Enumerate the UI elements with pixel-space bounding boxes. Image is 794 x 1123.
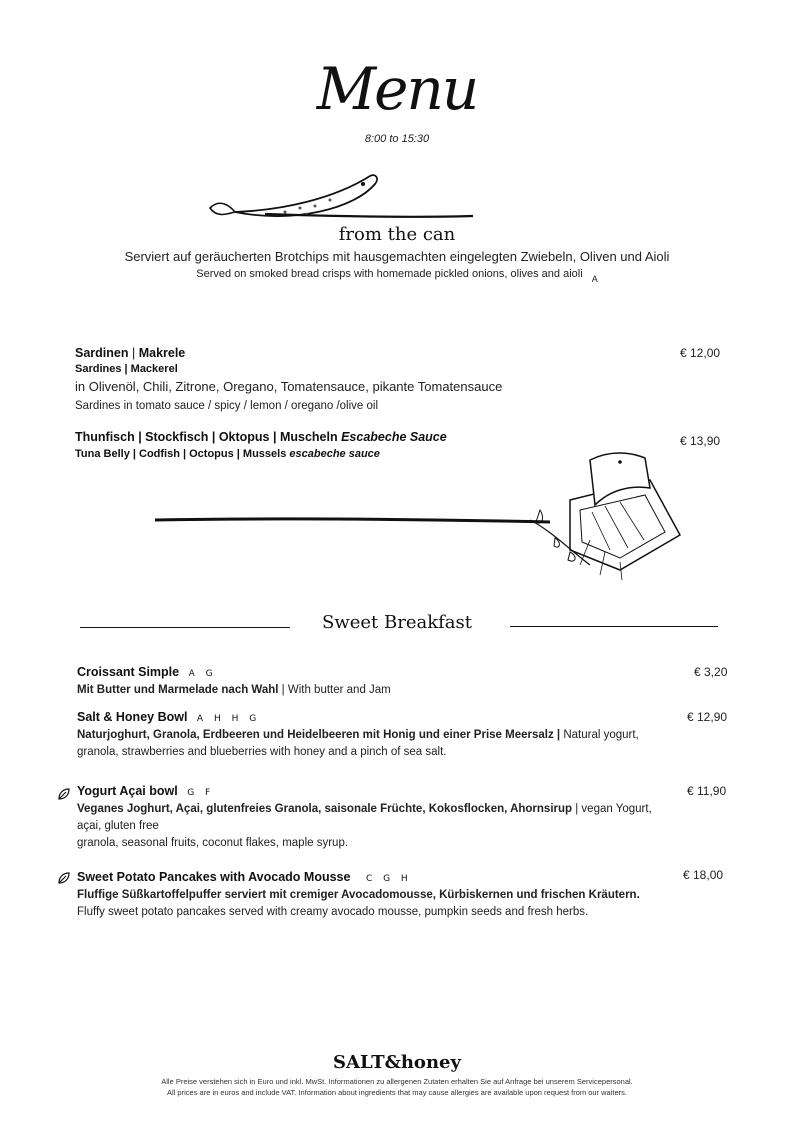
item-desc-line2: Fluffy sweet potato pancakes served with creamy avocado mousse, pumpkin seeds and fresh herbs. [77,906,589,918]
item-name-sep: | [128,346,139,360]
item-desc-bold: Mit Butter und Marmelade nach Wahl [77,684,279,696]
item-name: Salt & Honey Bowl [77,710,188,724]
menu-item-croissant-name [77,665,217,679]
item-desc-rest: | With butter and Jam [278,684,391,696]
footer-note-de: Alle Preise verstehen sich in Euro und inkl. MwSt. Informationen zu allergenen Zutaten erhalten Sie auf Anfrage bei unserem Servicepersonal. [161,1077,633,1086]
vegan-leaf-icon [57,787,71,801]
menu-item-pancakes-name [77,870,412,884]
item-name: Yogurt Açai bowl [77,784,178,798]
allergen-markers: A G [188,669,217,679]
allergen-markers: A H H G [196,714,261,724]
item-name: Sweet Potato Pancakes with Avocado Mousse [77,870,351,884]
vegan-leaf-icon [57,871,71,885]
item-name: Croissant Simple [77,665,180,679]
item-desc-pancakes [77,887,697,921]
item-desc-rest: | vegan Yogurt, [572,803,652,815]
price-bowl: € 12,90 [687,710,728,724]
item-desc-bowl [77,727,677,761]
item-name-en-main: Tuna Belly | Codfish | Octopus | Mussels [75,448,287,460]
item-name-italic: Escabeche Sauce [341,430,447,444]
price-tuna: € 13,90 [680,434,721,448]
item-desc-croissant [77,682,391,699]
allergen-marker: A [591,274,598,284]
opening-hours: 8:00 to 15:30 [364,133,430,145]
item-desc-bold: Fluffige Süßkartoffelpuffer serviert mit cremiger Avocadomousse, Kürbiskernen und frischen Kräutern. [77,889,640,901]
section-title-sweet: Sweet Breakfast [322,612,472,633]
menu-title [0,55,794,123]
item-name-b: Makrele [138,346,186,360]
footer-note-en: All prices are in euros and include VAT. Information about ingredients that may cause allergies are available upon request from our waiters. [167,1088,627,1097]
fish-illustration [205,168,475,228]
section-title-can: from the can [338,224,456,245]
item-desc-rest: Natural yogurt, [560,729,639,741]
menu-item-sardines-name [75,346,185,360]
item-desc-bold: Naturjoghurt, Granola, Erdbeeren und Heidelbeeren mit Honig und einer Prise Meersalz | [77,729,561,741]
item-desc-bold: Veganes Joghurt, Açai, glutenfreies Granola, saisonale Früchte, Kokosflocken, Ahornsirup [77,803,573,815]
item-desc-line2: granola, strawberries and blueberries with honey and a pinch of sea salt. [77,746,447,758]
can-subtitle-en-text: Served on smoked bread crisps with homemade pickled onions, olives and aioli [196,268,583,280]
item-desc-en-sardines: Sardines in tomato sauce / spicy / lemon / oregano /olive oil [75,400,378,412]
allergen-markers: G F [187,788,215,798]
price-acai: € 11,90 [687,784,727,798]
tin-can-illustration [150,440,690,585]
price-pancakes: € 18,00 [683,868,724,882]
item-name-main: Thunfisch | Stockfisch | Oktopus | Muscheln [75,430,338,444]
item-name-en-italic: escabeche sauce [289,448,380,460]
item-desc-line2: açai, gluten free [77,820,159,832]
allergen-markers: C G H [365,874,412,884]
item-name-en-sardines: Sardines | Mackerel [75,363,178,375]
brand-logo: SALT&honey [333,1052,461,1073]
item-name-a: Sardinen [75,346,129,360]
menu-item-bowl-name [77,710,260,724]
can-subtitle-en [0,268,794,284]
price-croissant: € 3,20 [694,665,728,679]
menu-item-acai-name [77,784,214,798]
item-desc-de-sardines: in Olivenöl, Chili, Zitrone, Oregano, Tomatensauce, pikante Tomatensauce [75,379,503,394]
item-desc-line3: granola, seasonal fruits, coconut flakes, maple syrup. [77,837,349,849]
menu-title-text: Menu [316,55,478,123]
can-subtitle-de: Serviert auf geräucherten Brotchips mit hausgemachten eingelegten Zwiebeln, Oliven und Aioli [124,249,670,264]
item-desc-acai [77,801,677,852]
price-sardines: € 12,00 [680,346,721,360]
